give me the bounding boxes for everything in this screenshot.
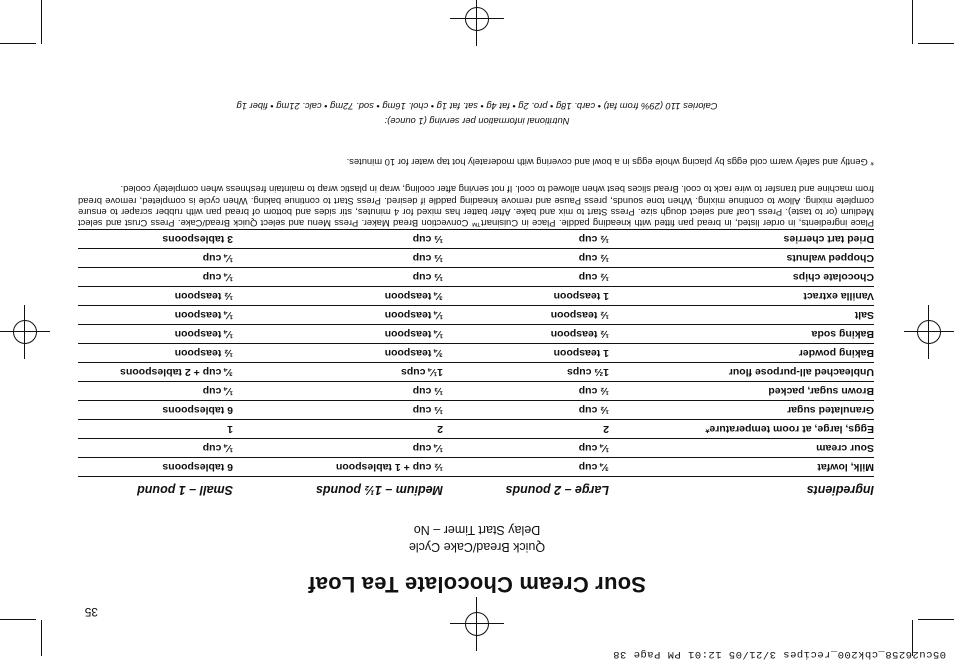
- ingredient-name: Dried tart cherries: [783, 233, 874, 245]
- ingredient-name: Baking powder: [798, 347, 874, 359]
- row-rule: [78, 248, 874, 249]
- ingredient-amount: ¼ teaspoon: [174, 328, 233, 340]
- ingredient-name: Chocolate chips: [792, 271, 874, 283]
- ingredient-amount: 1 teaspoon: [553, 347, 609, 359]
- ingredient-amount: ½ cup: [578, 385, 609, 397]
- nutrition-values: Calories 110 (29% from fat) • carb. 18g • pro. 2g • fat 4g • sat. fat 1g • chol. 16mg • sod. 72mg • calc. 21mg • fiber 1g: [236, 101, 718, 112]
- ingredient-amount: ½ teaspoon: [550, 328, 609, 340]
- page-number: 35: [84, 605, 98, 619]
- ingredient-name: Unbleached all-purpose flour: [728, 366, 874, 378]
- ingredient-amount: ½ cup: [578, 233, 609, 245]
- ingredient-amount: 1⅔ cups: [566, 366, 609, 378]
- ingredient-amount: ¼ cup: [202, 271, 233, 283]
- ingredient-amount: ¾ cup: [578, 461, 609, 473]
- ingredient-amount: 6 tablespoons: [162, 404, 233, 416]
- crop-mark: [918, 43, 954, 44]
- ingredient-amount: ⅓ cup: [412, 271, 443, 283]
- ingredient-name: Baking soda: [811, 328, 874, 340]
- ingredient-amount: 6 tablespoons: [162, 461, 233, 473]
- row-rule: [78, 305, 874, 306]
- ingredient-amount: 1¼ cups: [400, 366, 443, 378]
- column-header-small: Small – 1 pound: [137, 483, 233, 497]
- ingredient-amount: ½ teaspoon: [174, 347, 233, 359]
- crop-mark: [918, 619, 954, 620]
- ingredient-amount: ¾ teaspoon: [384, 347, 443, 359]
- ingredient-amount: ½ cup + 1 tablespoon: [335, 461, 443, 473]
- ingredient-amount: ⅓ cup: [412, 252, 443, 264]
- ingredient-amount: ¼ cup: [202, 385, 233, 397]
- nutrition-label: Nutritional information per serving (1 ounce):: [384, 116, 570, 127]
- crop-mark: [41, 0, 42, 44]
- ingredient-amount: ¾ cup + 2 tablespoons: [120, 366, 233, 378]
- ingredient-name: Eggs, large, at room temperature*: [705, 423, 874, 435]
- ingredient-amount: 1 teaspoon: [553, 290, 609, 302]
- ingredient-amount: 1: [227, 423, 233, 435]
- row-rule: [78, 286, 874, 287]
- ingredient-amount: 2: [603, 423, 609, 435]
- ingredient-amount: ¼ cup: [578, 442, 609, 454]
- delay-timer-label: Delay Start Timer – No: [413, 523, 541, 537]
- ingredient-amount: ⅓ cup: [412, 233, 443, 245]
- ingredient-amount: ½ cup: [578, 252, 609, 264]
- ingredient-amount: ⅓ cup: [412, 404, 443, 416]
- ingredient-amount: 2: [437, 423, 443, 435]
- row-rule: [78, 419, 874, 420]
- ingredient-amount: ¼ cup: [202, 252, 233, 264]
- column-header-ingredients: Ingredients: [806, 483, 874, 497]
- recipe-title: Sour Cream Chocolate Tea Loaf: [308, 572, 646, 597]
- ingredient-amount: ½ cup: [578, 404, 609, 416]
- ingredient-amount: ¼ cup: [412, 442, 443, 454]
- ingredient-amount: ¼ teaspoon: [384, 309, 443, 321]
- ingredient-amount: ¼ cup: [202, 442, 233, 454]
- row-rule: [78, 229, 874, 230]
- ingredient-name: Brown sugar, packed: [768, 385, 874, 397]
- ingredient-amount: ½ teaspoon: [550, 309, 609, 321]
- crop-mark: [0, 619, 36, 620]
- ingredient-amount: 3 tablespoons: [162, 233, 233, 245]
- ingredient-name: Chopped walnuts: [786, 252, 874, 264]
- method-paragraph: Place ingredients, in order listed, in bread pan fitted with kneading paddle. Place in Cuisinart™ Convection Bread Maker. Press Menu and select Quick Bread/Cake. Press Crust and select Medium (or to taste). Press Loaf and select dough size. Press Start to mix and bake. After batter has mixed for 4 minutes, stir sides and bottom of bread pan with rubber scraper to ensure complete mixing. Allow to continue mixing. When tone sounds, press Pause and remove kneading paddle if desired. Press Start to continue baking. When cycle is completed, remove bread from machine and transfer to wire rack to cool. Bread slices best when allowed to cool. If not serving after cooling, wrap in plastic wrap to maintain freshness when completely cooled.: [78, 184, 874, 229]
- crop-mark: [912, 0, 913, 44]
- ingredient-name: Sour cream: [816, 442, 874, 454]
- ingredient-amount: ½ cup: [578, 271, 609, 283]
- column-header-medium: Medium – 1½ pounds: [315, 483, 443, 497]
- crop-mark: [41, 620, 42, 656]
- ingredient-amount: ½ teaspoon: [174, 290, 233, 302]
- cycle-label: Quick Bread/Cake Cycle: [408, 540, 546, 554]
- ingredient-amount: ¼ teaspoon: [384, 328, 443, 340]
- row-rule: [78, 343, 874, 344]
- ingredient-name: Milk, lowfat: [817, 461, 874, 473]
- column-header-large: Large – 2 pounds: [505, 483, 609, 497]
- row-rule: [78, 457, 874, 458]
- crop-mark: [0, 43, 36, 44]
- egg-footnote: * Gently and safely warm cold eggs by placing whole eggs in a bowl and covering with moderately hot tap water for 10 minutes.: [346, 157, 874, 168]
- row-rule: [78, 476, 874, 477]
- row-rule: [78, 267, 874, 268]
- ingredient-amount: ¼ teaspoon: [174, 309, 233, 321]
- row-rule: [78, 381, 874, 382]
- row-rule: [78, 438, 874, 439]
- row-rule: [78, 324, 874, 325]
- ingredient-name: Salt: [854, 309, 874, 321]
- row-rule: [78, 400, 874, 401]
- row-rule: [78, 362, 874, 363]
- ingredient-amount: ¾ teaspoon: [384, 290, 443, 302]
- ingredient-amount: ⅓ cup: [412, 385, 443, 397]
- ingredient-name: Vanilla extract: [803, 290, 874, 302]
- ingredient-name: Granulated sugar: [787, 404, 874, 416]
- print-slug-line: 05cu26258_cbk200_recipes 3/21/05 12:01 PM Page 38: [612, 648, 946, 660]
